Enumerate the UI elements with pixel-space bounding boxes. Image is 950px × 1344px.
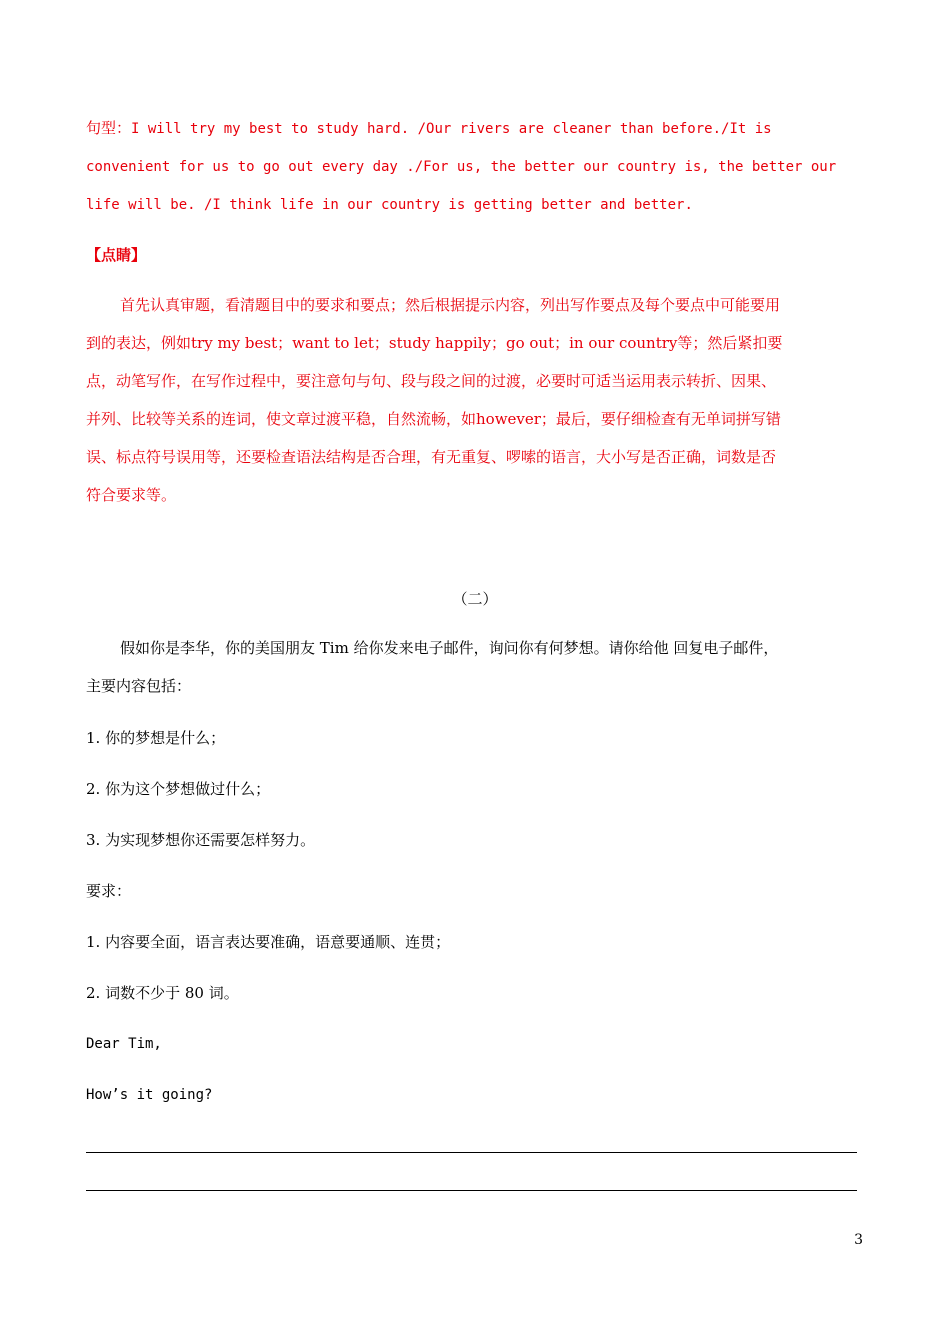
point-1-text: 1. 你的梦想是什么； [86,729,226,747]
greeting-text: Dear Tim, [86,1036,162,1052]
sentence-patterns [86,109,858,224]
tip-paragraph [86,286,858,514]
sentence-label: 句型： [86,119,132,137]
req-label-text: 要求： [86,882,132,900]
sentence-line-1 [86,109,858,148]
page-number: 3 [854,1232,863,1248]
requirements-label [86,872,858,910]
point-3-text: 3. 为实现梦想你还需要怎样努力。 [86,831,316,849]
sentence-line-2: convenient for us to go out every day ./For us, the better our country is, the better our [86,159,837,175]
tip-line-2: 到的表达，例如try my best；want to let；study happily；go out；in our country等；然后紧扣要 [86,334,783,352]
requirement-1 [86,923,858,961]
section-title: （二） [452,590,498,608]
tip-line-5: 误、标点符号误用等，还要检查语法结构是否合理，有无重复、啰嗦的语言，大小写是否正确，词数是否 [86,448,777,466]
letter-greeting [86,1025,858,1063]
intro-line-2: 主要内容包括： [86,677,192,695]
tip-line-6: 符合要求等。 [86,486,177,504]
opening-text: How’s it going? [86,1087,213,1103]
requirement-2 [86,974,858,1012]
sentence-line-3: life will be. /I think life in our country is getting better and better. [86,197,693,213]
section-body [86,629,858,705]
tip-line-3: 点，动笔写作，在写作过程中，要注意句与句、段与段之间的过渡，必要时可适当运用表示转折、因果、 [86,372,777,390]
content-point-2 [86,770,858,808]
writing-line-2 [86,1190,857,1191]
req-1-text: 1. 内容要全面，语言表达要准确，语意要通顺、连贯； [86,933,451,951]
tip-heading: 【点睛】 [86,246,147,264]
letter-opening [86,1076,858,1114]
tip-line-1: 首先认真审题，看清题目中的要求和要点；然后根据提示内容，列出写作要点及每个要点中可能要用 [120,296,781,314]
content-point-1 [86,719,858,757]
point-2-text: 2. 你为这个梦想做过什么； [86,780,271,798]
req-2-text: 2. 词数不少于 80 词。 [86,984,239,1002]
intro-line-1: 假如你是李华，你的美国朋友 Tim 给你发来电子邮件，询问你有何梦想。请你给他 回复电子邮件， [120,639,779,657]
content-point-3 [86,821,858,859]
writing-line-1 [86,1152,857,1153]
sentence-text-1: I will try my best to study hard. /Our rivers are cleaner than before./It is [131,121,772,137]
tip-line-4: 并列、比较等关系的连词，使文章过渡平稳，自然流畅，如however；最后，要仔细检查有无单词拼写错 [86,410,781,428]
